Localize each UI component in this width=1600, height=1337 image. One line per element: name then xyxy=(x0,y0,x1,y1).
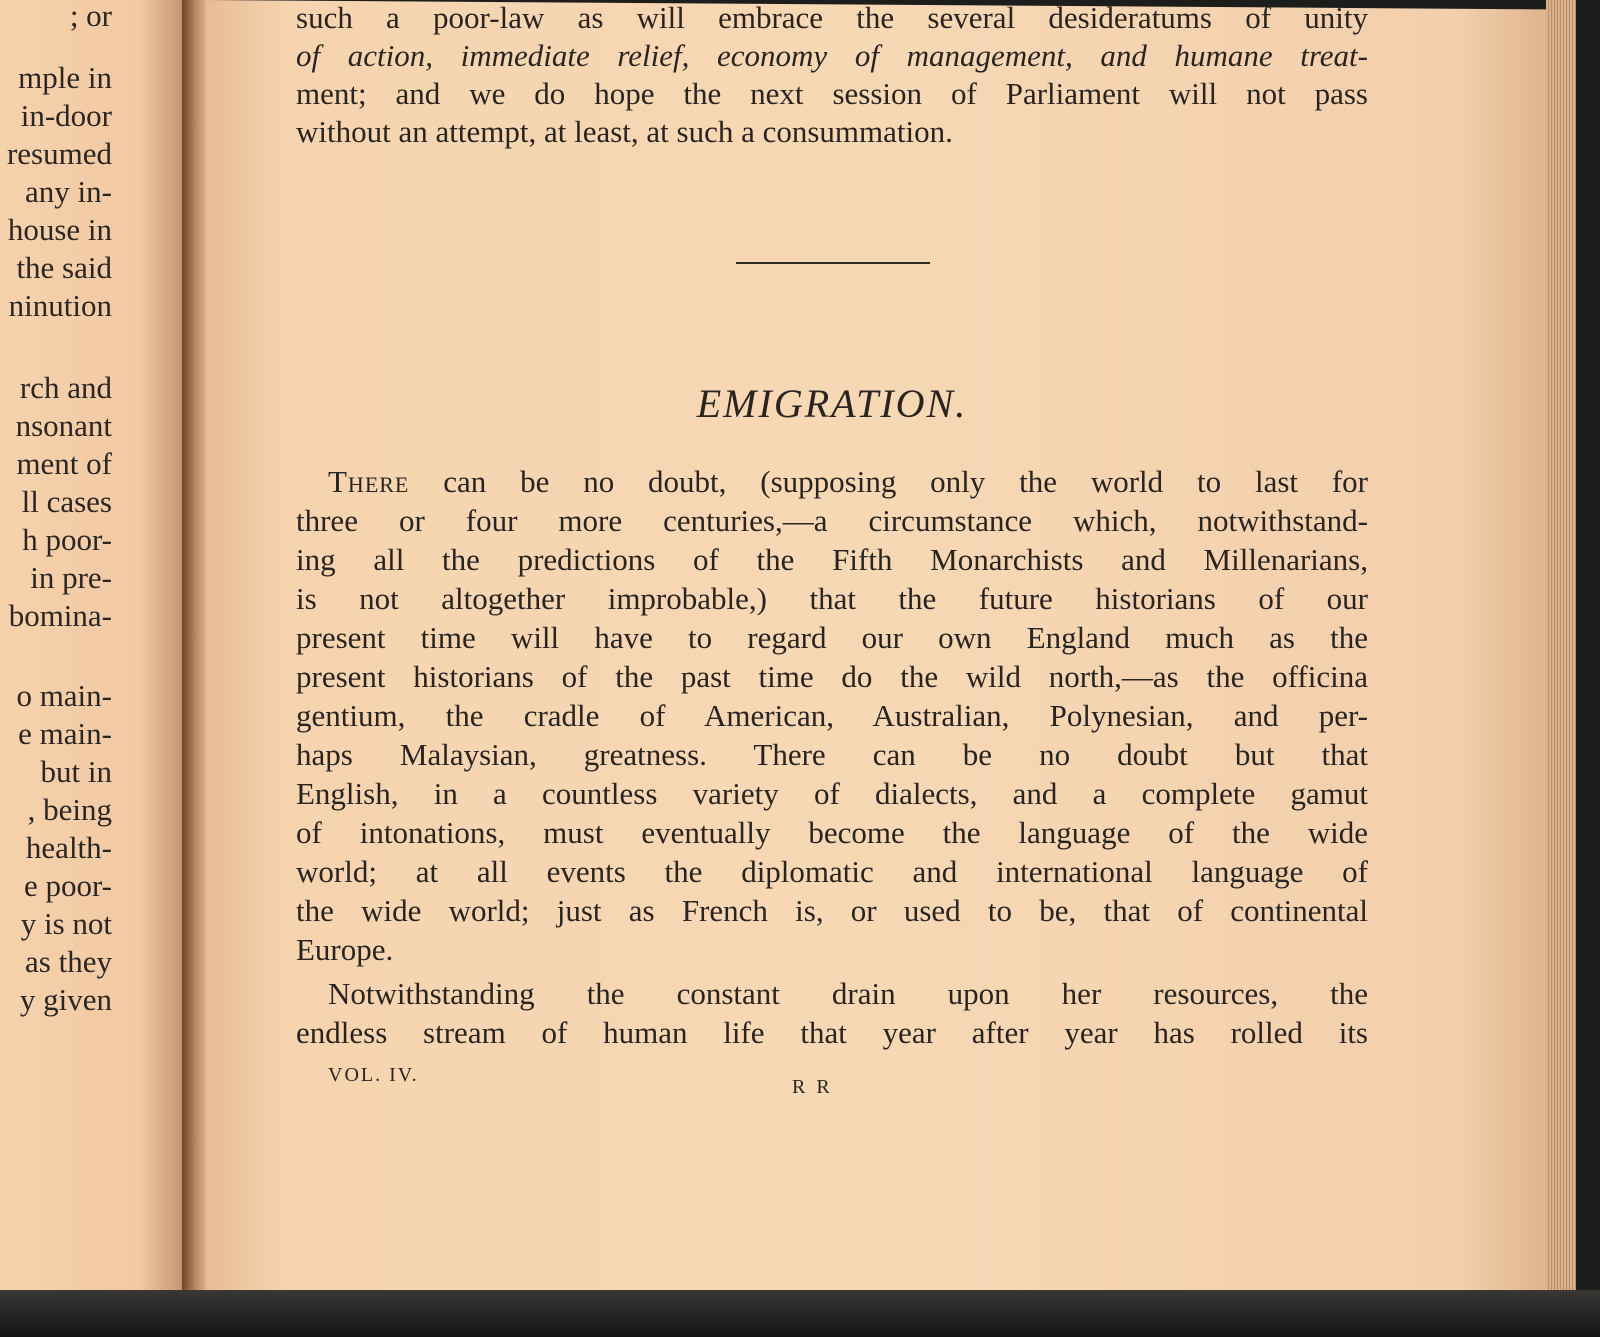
footer-volume: VOL. IV. xyxy=(328,1064,419,1086)
left-page-line: any in- xyxy=(25,174,112,209)
left-page-line: mple in xyxy=(18,60,112,95)
paragraph-line: Europe. xyxy=(296,932,394,967)
left-page-line: nsonant xyxy=(15,408,112,443)
paragraph-line: world; at all events the diplomatic and international language of xyxy=(296,854,1368,889)
section-rule xyxy=(736,262,930,264)
page-edges xyxy=(1546,0,1576,1290)
paragraph-line: present time will have to regard our own England much as the xyxy=(296,620,1368,655)
left-page-line: in pre- xyxy=(30,560,112,595)
paragraph-line: haps Malaysian, greatness. There can be no doubt but that xyxy=(296,737,1368,772)
left-page-line: as they xyxy=(25,944,112,979)
left-page-line: e poor- xyxy=(23,868,112,903)
paragraph-line-first xyxy=(328,466,1368,497)
paragraph-line: present historians of the past time do the wild north,—as the officina xyxy=(296,659,1368,694)
left-page-line: h poor- xyxy=(22,522,112,557)
left-page-line: ninution xyxy=(8,288,112,323)
paragraph-line: the wide world; just as French is, or used to be, that of continental xyxy=(296,893,1368,928)
table-shadow xyxy=(0,1290,1600,1337)
drop-word: There xyxy=(328,464,410,499)
left-page-line: o main- xyxy=(16,678,112,713)
paragraph-line: Notwithstanding the constant drain upon her resources, the xyxy=(328,976,1368,1011)
top-paragraph-line: ment; and we do hope the next session of Parliament will not pass xyxy=(296,76,1368,111)
left-page-line: resumed xyxy=(6,136,112,171)
paragraph-line: is not altogether improbable,) that the future historians of our xyxy=(296,581,1368,616)
left-page-line: ment of xyxy=(16,446,112,481)
left-page-line: in-door xyxy=(20,98,112,133)
footer-signature: R R xyxy=(792,1076,833,1098)
left-page-line: y given xyxy=(19,982,112,1017)
left-page-line: ll cases xyxy=(21,484,112,519)
top-paragraph-line: without an attempt, at least, at such a consummation. xyxy=(296,114,953,149)
top-paragraph-line: of action, immediate relief, economy of management, and humane treat- xyxy=(296,38,1368,73)
left-page-line: e main- xyxy=(18,716,112,751)
paragraph-line: ing all the predictions of the Fifth Monarchists and Millenarians, xyxy=(296,542,1368,577)
left-page-line: the said xyxy=(16,250,112,285)
left-page-line: y is not xyxy=(20,906,112,941)
paragraph-line: three or four more centuries,—a circumstance which, notwithstand- xyxy=(296,503,1368,538)
left-page-line: health- xyxy=(25,830,112,865)
left-page-line: rch and xyxy=(19,370,112,405)
section-heading: EMIGRATION. xyxy=(696,381,968,426)
paragraph-line: English, in a countless variety of dialects, and a complete gamut xyxy=(296,776,1368,811)
paragraph-line: endless stream of human life that year after year has rolled its xyxy=(296,1015,1368,1050)
left-page xyxy=(0,0,200,1290)
left-page-line: bomina- xyxy=(8,598,112,633)
top-paragraph-line: such a poor-law as will embrace the several desideratums of unity xyxy=(296,0,1368,35)
left-page-line: but in xyxy=(40,754,112,789)
left-page-line: , being xyxy=(27,792,112,827)
left-page-line: house in xyxy=(7,212,112,247)
paragraph-text: can be no doubt, (supposing only the world to last for xyxy=(443,464,1369,499)
paragraph-line: gentium, the cradle of American, Australian, Polynesian, and per- xyxy=(296,698,1368,733)
left-page-line: ; or xyxy=(69,0,112,33)
paragraph-line: of intonations, must eventually become the language of the wide xyxy=(296,815,1368,850)
